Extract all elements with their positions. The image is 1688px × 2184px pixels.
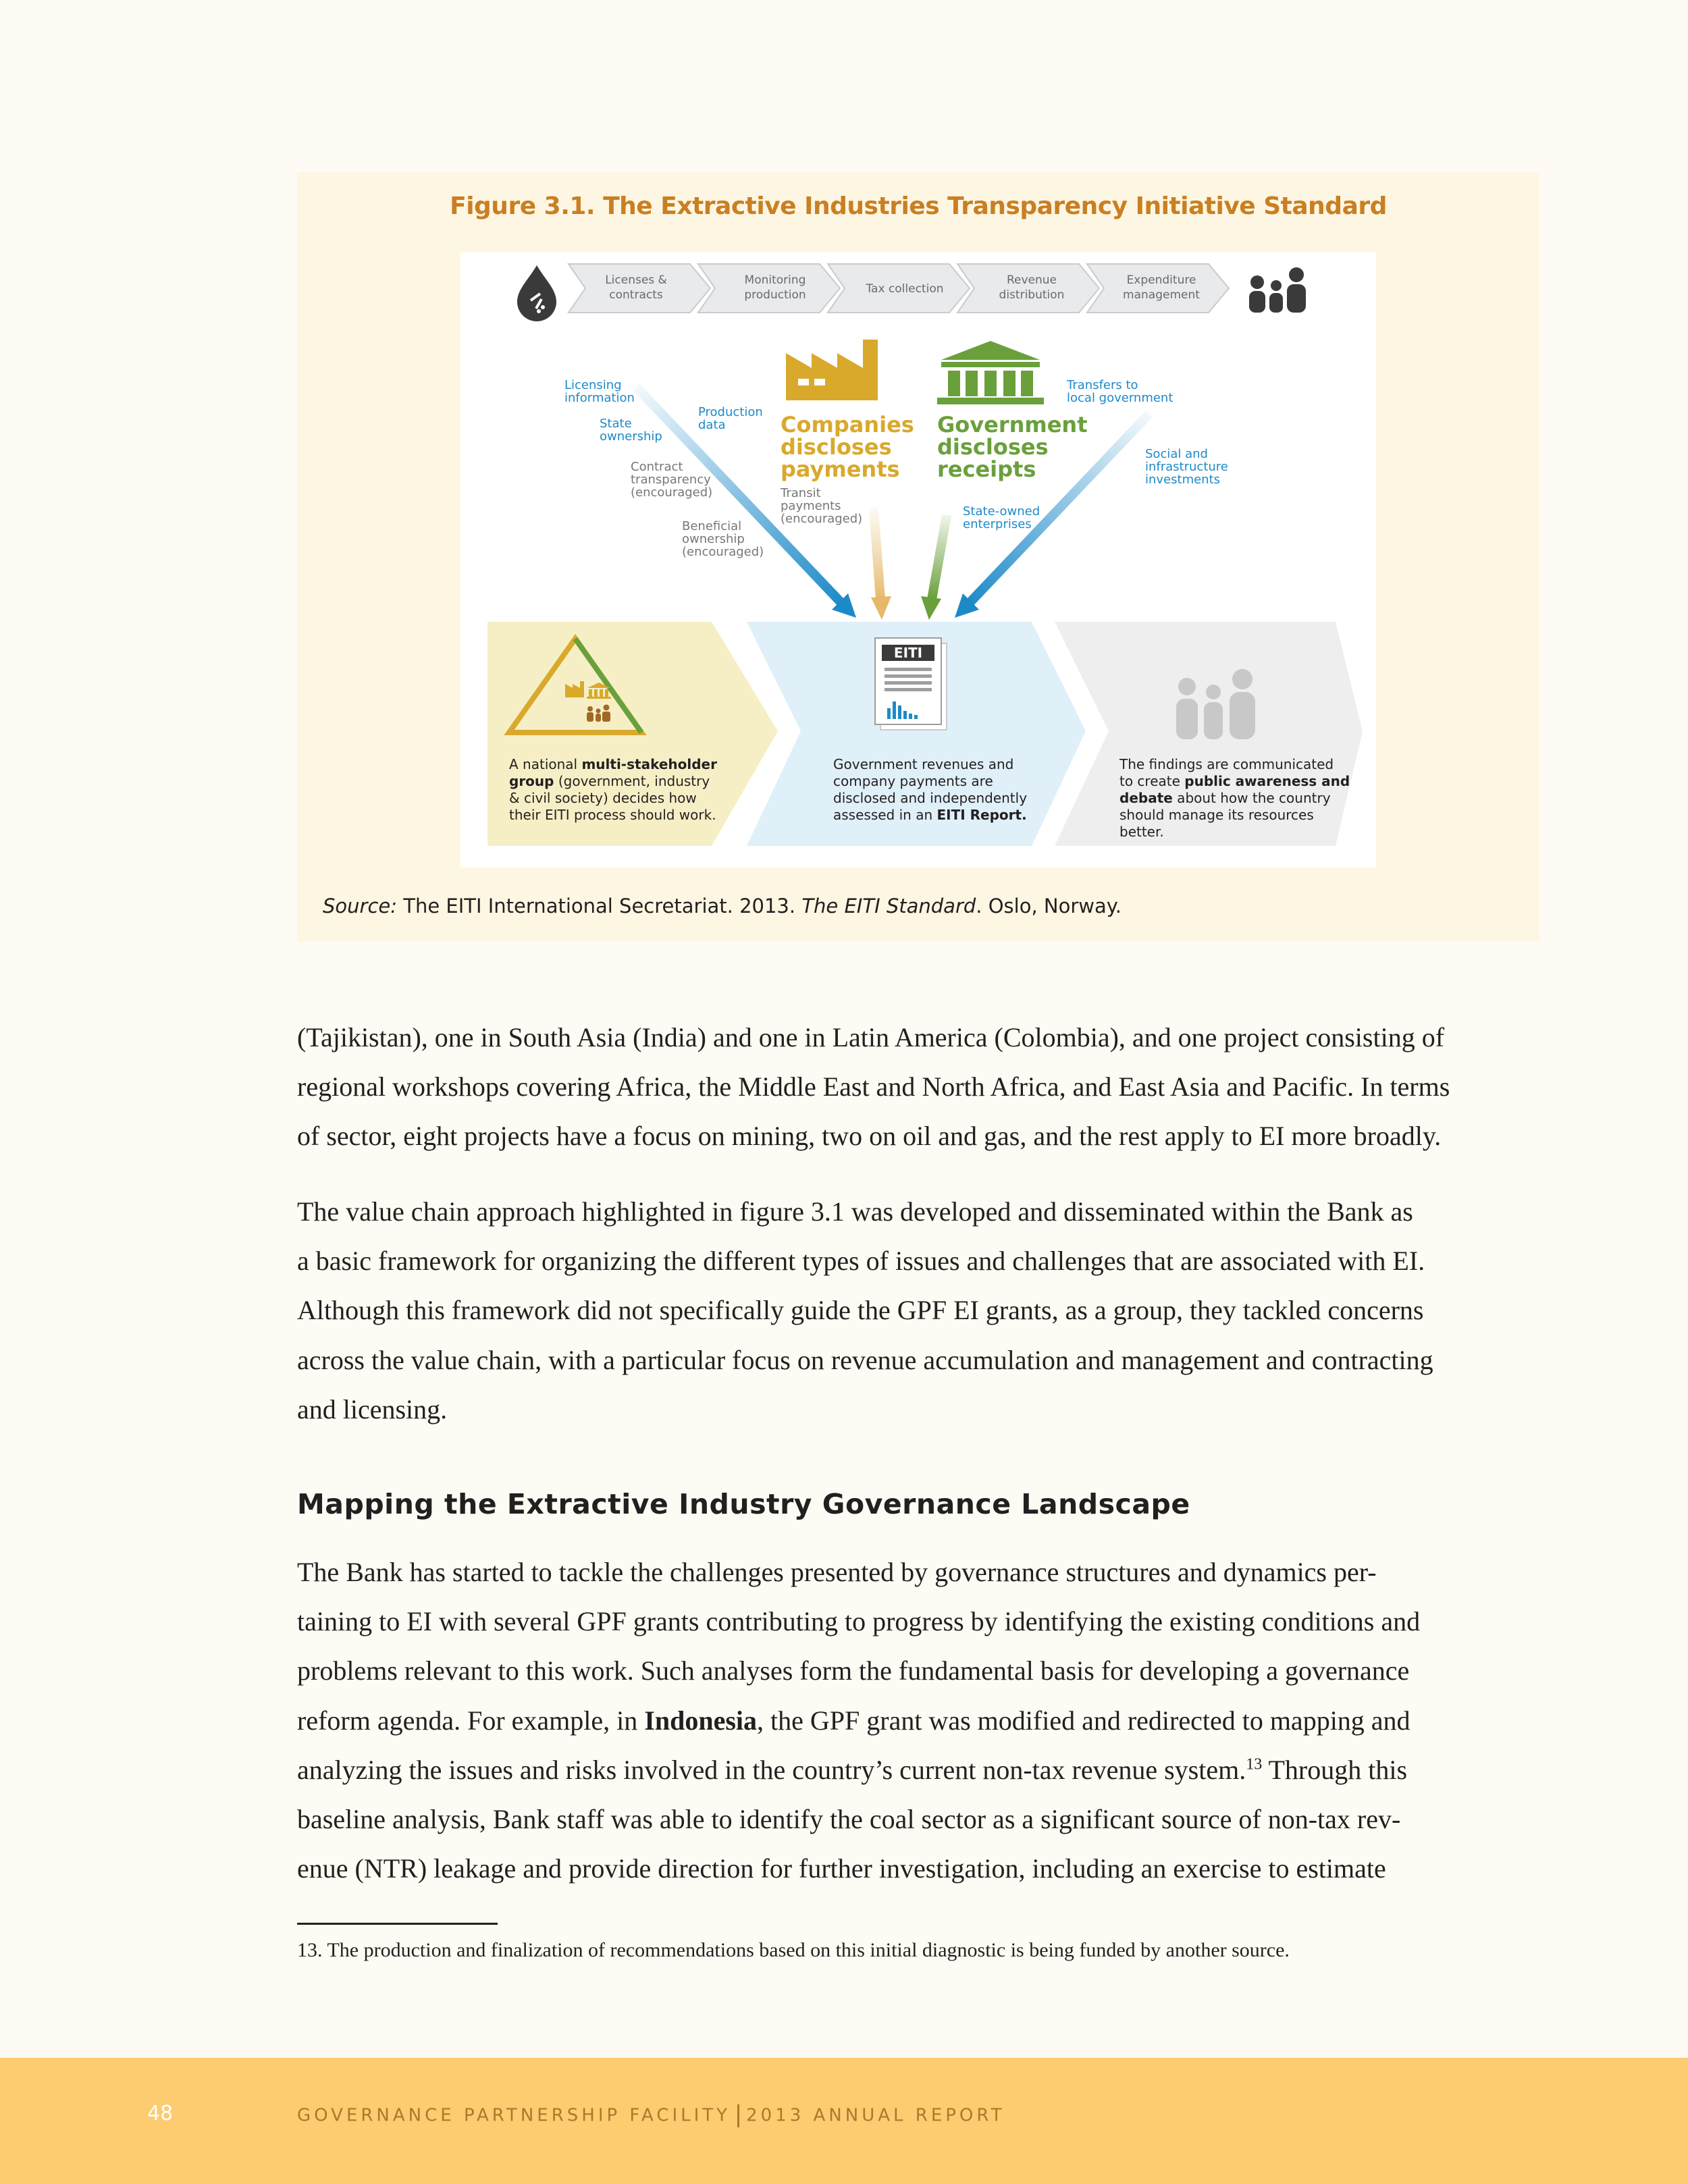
chain-step-monitoring	[698, 264, 840, 313]
chain-step-licenses	[569, 264, 710, 313]
oil-drop-icon	[517, 265, 556, 321]
chain-step-expenditure	[1087, 264, 1229, 313]
svg-text:(encouraged): (encouraged)	[781, 512, 863, 526]
figure-3-1	[297, 172, 1539, 942]
svg-text:Licensing: Licensing	[564, 378, 622, 392]
paragraph-2: The value chain approach highlighted in figure 3.1 was developed and disseminated within the Bank as a basic framework for organizing the different types of issues and challenges that are associated with EI. Although this framework did not specifically guide the GPF EI grants, as a group, they tackled concerns across the value chain, with a particular focus on revenue accumulation and management and contracting and licensing.	[297, 1196, 1433, 1424]
gold-arrow	[871, 508, 891, 620]
svg-text:production: production	[744, 288, 806, 302]
companies-label	[781, 412, 914, 482]
value-chain	[569, 264, 1229, 313]
government-building-icon	[937, 341, 1044, 404]
svg-text:Social and: Social and	[1145, 447, 1208, 461]
svg-text:management: management	[1123, 288, 1200, 302]
footer-separator	[737, 2104, 739, 2127]
svg-text:their EITI process should work: their EITI process should work.	[509, 807, 716, 823]
svg-text:to create public awareness and: to create public awareness and	[1119, 773, 1350, 789]
green-arrow	[921, 515, 947, 620]
paragraph-1: (Tajikistan), one in South Asia (India) and one in Latin America (Colombia), and one project consisting of regional workshops covering Africa, the Middle East and North Africa, and East Asia and Pacific. In terms of sector, eight projects have a focus on mining, two on oil and gas, and the rest apply to EI more broadly.	[297, 1022, 1450, 1152]
eiti-logo: EITI	[893, 645, 923, 661]
chevron-report	[747, 622, 1086, 846]
svg-text:Monitoring: Monitoring	[744, 273, 806, 287]
svg-text:assessed in an EITI Report.: assessed in an EITI Report.	[833, 807, 1027, 823]
svg-text:Contract: Contract	[631, 460, 683, 474]
svg-text:discloses: discloses	[937, 434, 1049, 460]
svg-text:group (government, industry: group (government, industry	[509, 773, 710, 789]
svg-text:information: information	[564, 391, 635, 405]
figure-title: Figure 3.1. The Extractive Industries Transparency Initiative Standard	[450, 192, 1387, 220]
svg-text:company payments are: company payments are	[833, 773, 993, 789]
svg-text:should manage its resources: should manage its resources	[1119, 807, 1314, 823]
paragraph-3: The Bank has started to tackle the challenges presented by governance structures and dynamics per- taining to EI with several GPF grants contributing to progress by identifying the existing conditions and problems relevant to this work. Such analyses form the fundamental basis for developing a governance reform agenda. For example, in Indonesia, the GPF grant was modified and redirected to mapping and analyzing the issues and risks involved in the country’s current non-tax revenue system.$^{13}$ Through this baseline analysis, Bank staff was able to identify the coal sector as a significant source of non-tax rev- enue (NTR) leakage and provide direction for further investigation, including an exercise to estimate	[297, 1557, 1421, 1884]
people-icon	[1249, 267, 1306, 313]
svg-text:ownership: ownership	[600, 429, 662, 444]
footnote-ref[interactable]: 13	[1246, 1755, 1263, 1774]
svg-text:Revenue: Revenue	[1006, 273, 1057, 287]
government-label	[937, 412, 1088, 482]
svg-text:Transfers to: Transfers to	[1067, 378, 1138, 392]
eiti-report-icon	[875, 638, 947, 730]
svg-text:payments: payments	[781, 499, 841, 513]
svg-text:ownership: ownership	[682, 532, 745, 546]
svg-text:infrastructure: infrastructure	[1145, 460, 1228, 474]
svg-text:Production: Production	[698, 405, 763, 419]
svg-text:Government: Government	[937, 412, 1088, 437]
figure-source: Source: The EITI International Secretariat. 2013. The EITI Standard. Oslo, Norway.	[323, 895, 1122, 917]
section-heading: Mapping the Extractive Industry Governance Landscape	[297, 1488, 1190, 1520]
page-number: 48	[147, 2102, 174, 2125]
eiti-diagram	[460, 252, 1376, 868]
svg-text:distribution: distribution	[999, 288, 1065, 302]
chevron-stakeholder	[487, 622, 778, 846]
svg-text:Government revenues and: Government revenues and	[833, 756, 1014, 772]
svg-text:disclosed and independently: disclosed and independently	[833, 790, 1028, 806]
chain-step-revenue	[957, 264, 1099, 313]
svg-text:State: State	[600, 417, 632, 431]
svg-text:receipts: receipts	[937, 456, 1036, 482]
chain-step-tax	[828, 264, 970, 313]
svg-text:debate about how the country: debate about how the country	[1119, 790, 1331, 806]
footnote: 13. The production and finalization of recommendations based on this initial diagnostic is being funded by another source.	[297, 1939, 1290, 1961]
svg-text:Beneficial: Beneficial	[682, 519, 742, 533]
svg-text:transparency: transparency	[631, 473, 711, 487]
footnote-divider	[297, 1923, 498, 1925]
svg-text:A national multi-stakeholder: A national multi-stakeholder	[509, 756, 717, 772]
svg-text:payments: payments	[781, 456, 900, 482]
factory-icon	[786, 340, 878, 400]
svg-text:Expenditure: Expenditure	[1126, 273, 1196, 287]
svg-text:enterprises: enterprises	[963, 517, 1032, 531]
svg-text:Licenses &: Licenses &	[605, 273, 667, 287]
svg-text:local government: local government	[1067, 391, 1173, 405]
svg-text:better.: better.	[1119, 824, 1164, 840]
svg-text:Transit: Transit	[781, 486, 821, 500]
svg-text:(encouraged): (encouraged)	[682, 545, 764, 559]
svg-text:discloses: discloses	[781, 434, 892, 460]
svg-text:State-owned: State-owned	[963, 504, 1040, 518]
svg-text:investments: investments	[1145, 473, 1221, 487]
figure-panel	[460, 252, 1376, 868]
chevron-findings	[1055, 622, 1363, 846]
svg-text:(encouraged): (encouraged)	[631, 485, 713, 500]
svg-text:Companies: Companies	[781, 412, 914, 437]
footer-title: GOVERNANCE PARTNERSHIP FACILITY 2013 ANNUAL REPORT	[297, 2104, 1005, 2127]
svg-text:data: data	[698, 418, 726, 432]
svg-text:The findings are communicated: The findings are communicated	[1119, 756, 1334, 772]
svg-text:Tax collection: Tax collection	[866, 282, 944, 296]
svg-text:& civil society) decides how: & civil society) decides how	[509, 790, 697, 806]
svg-text:contracts: contracts	[609, 288, 663, 302]
